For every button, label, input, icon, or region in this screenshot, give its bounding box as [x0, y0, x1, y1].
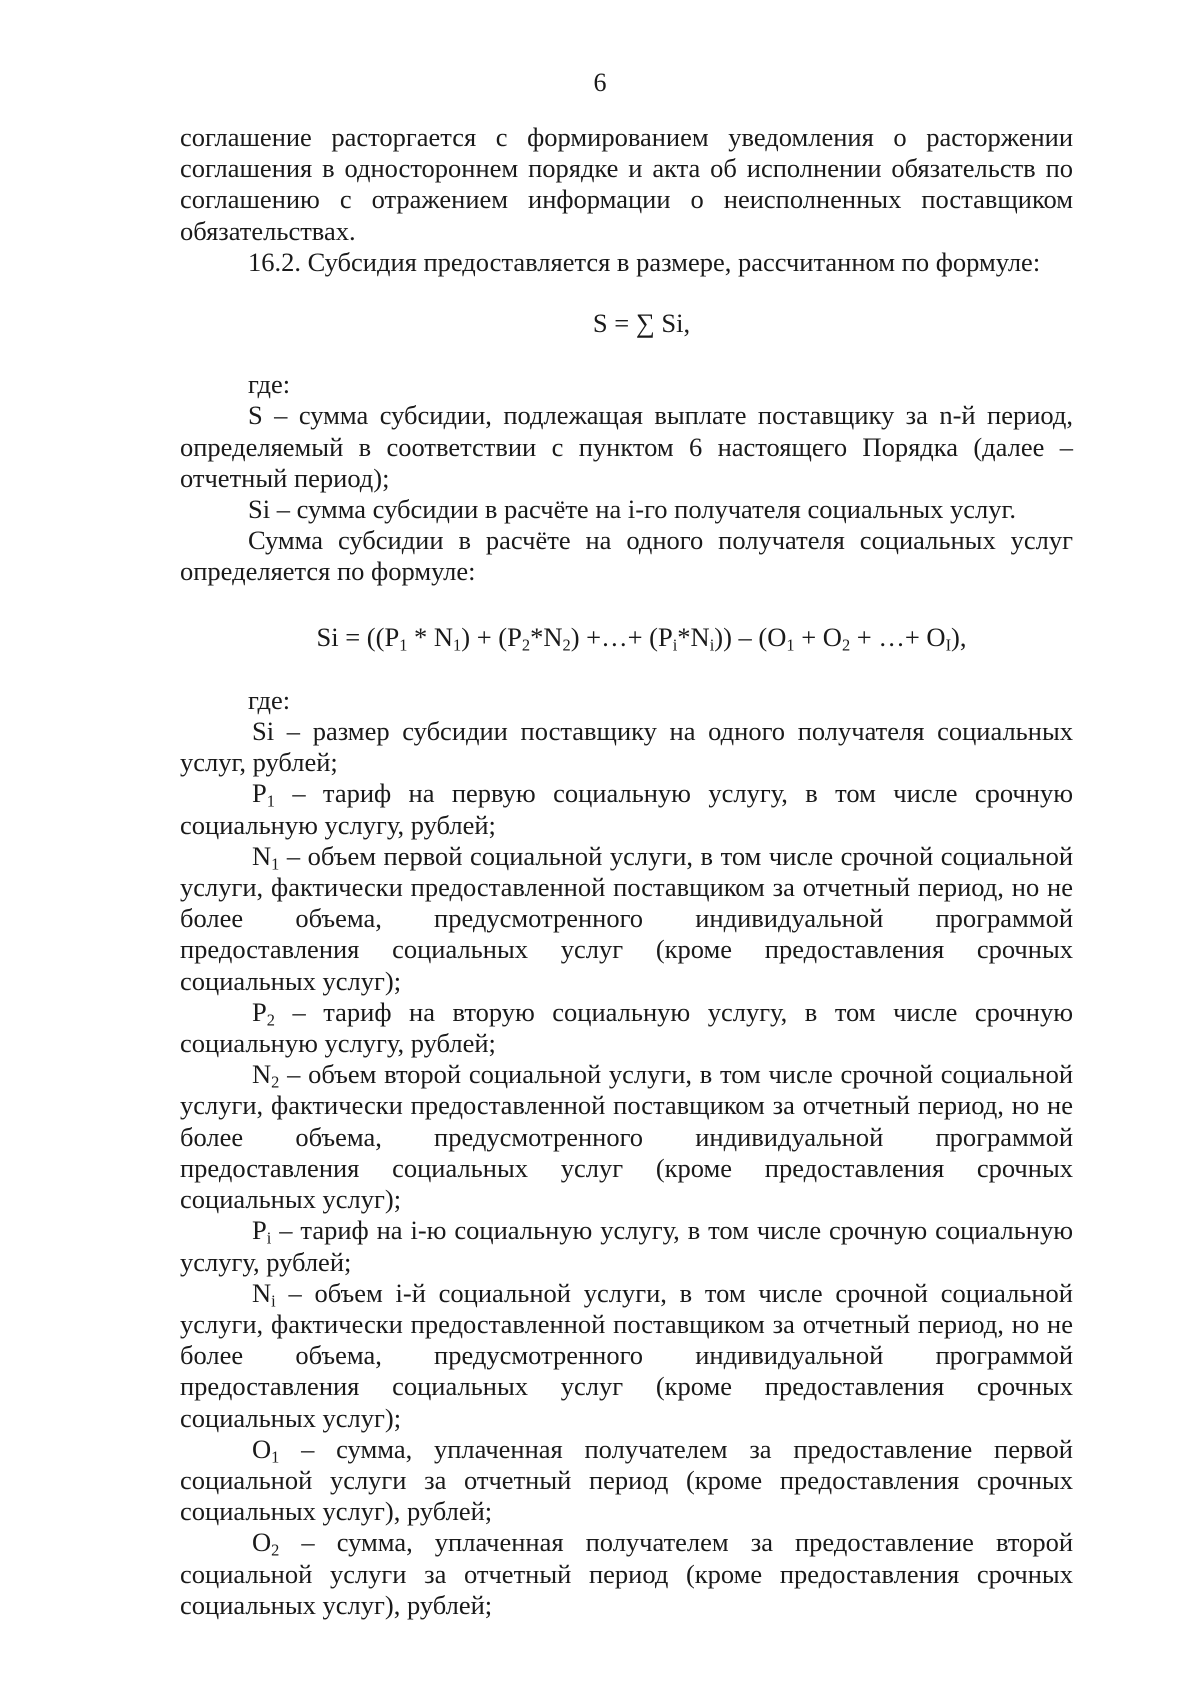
definition-symbol: N — [252, 1277, 272, 1308]
definition-text: – сумма, уплаченная получателем за предоставление второй социальной услуги за отчетный период (кроме предоставления срочных социальных услуг), рублей; — [180, 1527, 1073, 1620]
formula-part: Si = ((P — [316, 621, 400, 652]
definition-symbol: O — [252, 1527, 272, 1558]
definition-item — [180, 1215, 1073, 1277]
definition-subscript: i — [271, 1291, 276, 1311]
definition-S — [180, 400, 1073, 494]
definition-subscript: 2 — [271, 1072, 280, 1092]
page-number: 6 — [593, 68, 607, 97]
definition-text: – сумма, уплаченная получателем за предоставление первой социальной услуги за отчетный период (кроме предоставления срочных социальных услуг), рублей; — [180, 1433, 1073, 1527]
definition-item — [180, 1527, 1073, 1621]
definition-subscript: 2 — [271, 1540, 280, 1560]
definitions-list — [180, 716, 1073, 1621]
formula-part: ) + (P — [461, 621, 522, 652]
document-body — [180, 122, 1073, 1621]
definition-subscript: 1 — [266, 792, 275, 812]
formula-subscript: 1 — [453, 635, 462, 655]
definition-item — [180, 1434, 1073, 1528]
paragraph-16-2: 16.2. Субсидия предоставляется в размере, рассчитанном по формуле: — [248, 246, 1041, 277]
formula-part: + …+ O — [850, 621, 946, 652]
definition-symbol: N — [252, 1059, 272, 1090]
formula-subscript: i — [672, 635, 678, 655]
definition-symbol: N — [252, 840, 272, 871]
paragraph-intro: соглашение расторгается с формированием уведомления о расторжении соглашения в одностороннем порядке и акта об исполнении обязательств по соглашению с отражением информации о неисполненных поставщиком обязательствах. — [180, 122, 1073, 246]
definition-text: – тариф на вторую социальную услугу, в том числе срочную социальную услугу, рублей; — [180, 996, 1073, 1059]
where-label-1: где: — [248, 369, 291, 400]
definition-item — [180, 841, 1073, 997]
formula-subscript: 1 — [786, 635, 795, 655]
definition-text: – тариф на i-ю социальную услугу, в том числе срочную социальную услугу, рублей; — [180, 1215, 1073, 1277]
definition-item — [180, 716, 1073, 778]
formula-subscript: I — [945, 635, 952, 655]
symbol-Si: Si — [248, 494, 271, 525]
definition-text: – объем i-й социальной услуги, в том числе срочной социальной услуги, фактически предоставленной поставщиком за отчетный период, но не более объема, предусмотренного индивидуальной программой предоставления социальных услуг (кроме предоставления срочных социальных услуг); — [180, 1277, 1073, 1433]
paragraph-sum-per-recipient: Сумма субсидии в расчёте на одного получателя социальных услуг определяется по формуле: — [180, 525, 1073, 587]
formula-part: * N — [407, 621, 454, 652]
formula-part: *N — [677, 621, 710, 652]
definition-item — [180, 997, 1073, 1059]
definition-Si-text: – сумма субсидии в расчёте на i-го получателя социальных услуг. — [270, 494, 1017, 525]
definition-text: – размер субсидии поставщику на одного получателя социальных услуг, рублей; — [180, 716, 1073, 778]
definition-symbol: O — [252, 1433, 272, 1464]
formula-subscript: 1 — [399, 635, 408, 655]
definition-symbol: P — [252, 1215, 267, 1246]
definition-subscript: 2 — [266, 1010, 275, 1030]
formula-subscript: i — [709, 635, 715, 655]
definition-subscript: 1 — [271, 854, 280, 874]
formula-subscript: 2 — [521, 635, 531, 655]
definition-S-text: – сумма субсидии, подлежащая выплате поставщику за n-й период, определяемый в соответствии с пунктом 6 настоящего Порядка (далее – отчетный период); — [180, 400, 1073, 493]
definition-Si — [180, 494, 1073, 525]
where-label-2: где: — [248, 684, 291, 715]
definition-subscript: 1 — [271, 1447, 280, 1467]
definition-item — [180, 1278, 1073, 1434]
definition-text: – объем первой социальной услуги, в том числе срочной социальной услуги, фактически предоставленной поставщиком за отчетный период, но не более объема, предусмотренного индивидуальной программой предоставления социальных услуг (кроме предоставления срочных социальных услуг); — [180, 840, 1073, 996]
formula-part: )) – (O — [714, 621, 787, 652]
definition-symbol: P — [252, 996, 267, 1027]
formula-subscript: 2 — [562, 635, 571, 655]
symbol-S: S — [248, 400, 263, 431]
definition-text: – объем второй социальной услуги, в том числе срочной социальной услуги, фактически предоставленной поставщиком за отчетный период, но не более объема, предусмотренного индивидуальной программой предоставления социальных услуг (кроме предоставления срочных социальных услуг); — [180, 1059, 1073, 1215]
definition-item — [180, 1059, 1073, 1215]
formula-part: ), — [951, 621, 967, 652]
definition-text: – тариф на первую социальную услугу, в том числе срочную социальную услугу, рублей; — [180, 778, 1073, 840]
definition-symbol: Si — [252, 716, 275, 747]
formula-subscript: 2 — [841, 635, 851, 655]
formula-total-subsidy: S = ∑ Si, — [592, 308, 691, 339]
formula-part: ) +…+ (P — [570, 621, 673, 652]
formula-part: *N — [530, 621, 563, 652]
formula-subsidy-per-recipient — [180, 622, 1073, 653]
definition-symbol: P — [252, 778, 267, 809]
definition-subscript: i — [266, 1228, 272, 1248]
definition-item — [180, 778, 1073, 840]
formula-part: + O — [794, 621, 842, 652]
